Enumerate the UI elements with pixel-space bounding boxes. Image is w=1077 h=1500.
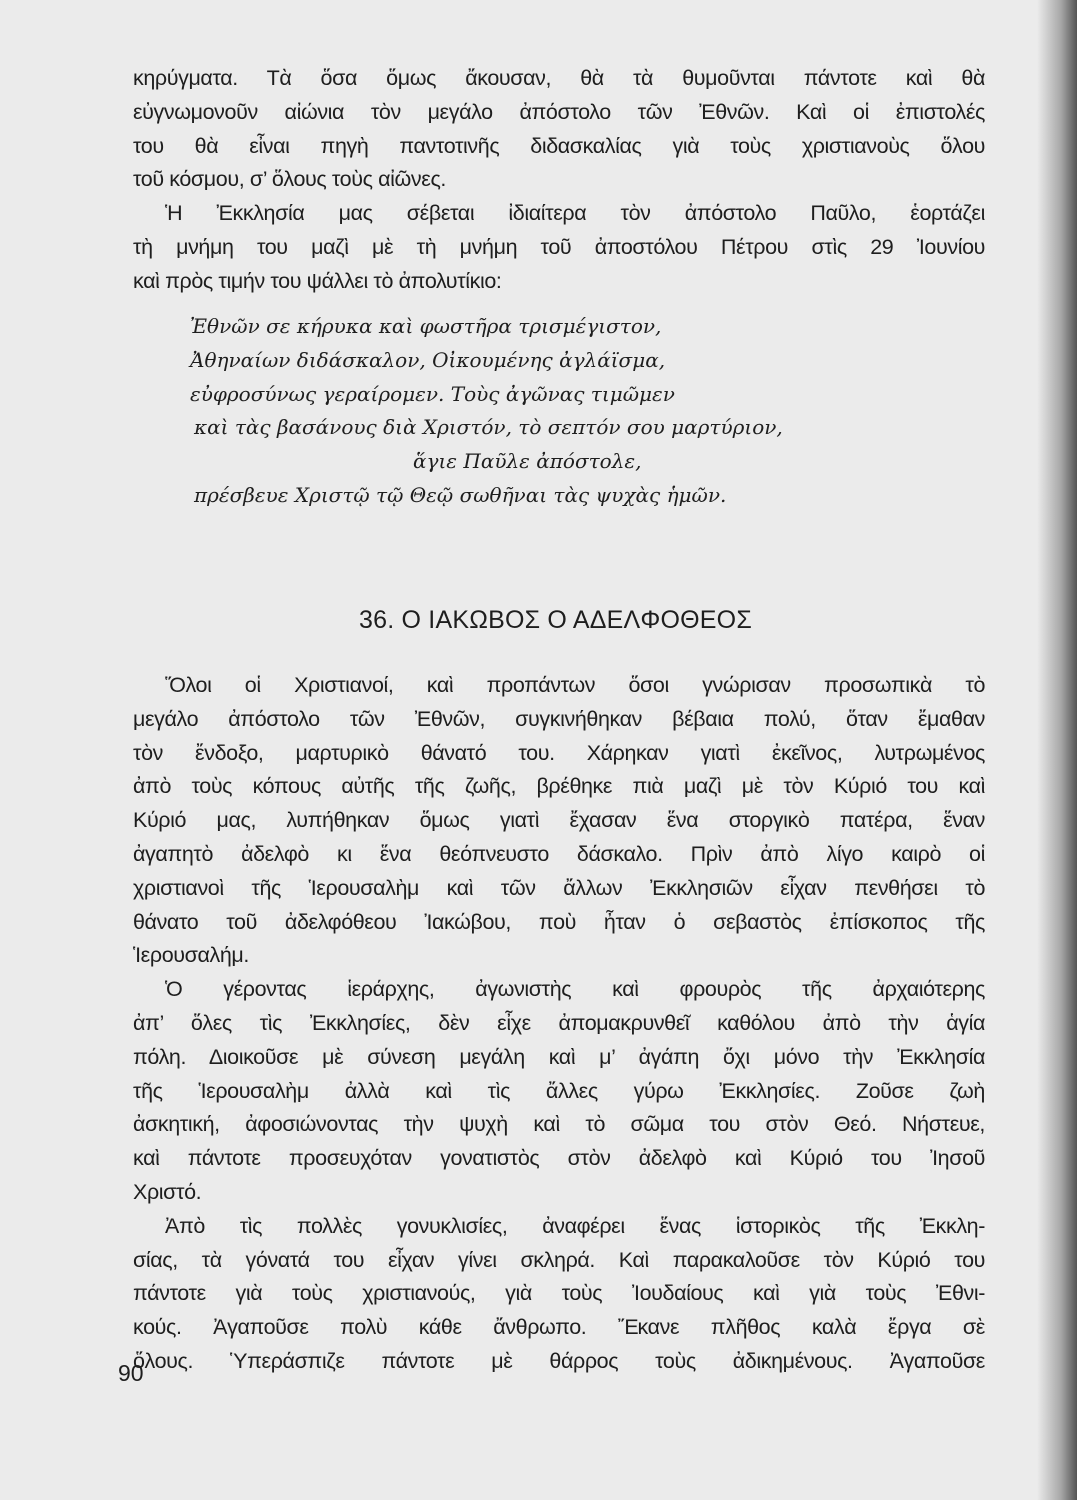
text-line: τοῦ κόσμου, σ’ ὅλους τοὺς αἰῶνες.	[133, 167, 446, 192]
paragraph	[133, 973, 985, 1210]
text-line: ἀγαπητὸ ἀδελφὸ κι ἕνα θεόπνευστο δάσκαλο. Πρὶν ἀπὸ λίγο καιρὸ οἱ	[133, 841, 985, 866]
text-line: ὅλους. Ὑπεράσπιζε πάντοτε μὲ θάρρος τοὺς ἀδικημένους. Ἀγαποῦσε	[133, 1348, 985, 1373]
text-line: Κύριό μας, λυπήθηκαν ὅμως γιατὶ ἔχασαν ἕνα στοργικὸ πατέρα, ἕναν	[133, 808, 985, 833]
text-line: Ὁ γέροντας ἱεράρχης, ἀγωνιστὴς καὶ φρουρὸς τῆς ἀρχαιότερης	[165, 977, 985, 1002]
hymn-line: καὶ τὰς βασάνους διὰ Χριστόν, τὸ σεπτόν σου μαρτύριον,	[194, 415, 783, 440]
text-line: κούς. Ἀγαποῦσε πολὺ κάθε ἄνθρωπο. Ἔκανε πλῆθος καλὰ ἔργα σὲ	[133, 1315, 985, 1340]
text-line: Ὅλοι οἱ Χριστιανοί, καὶ προπάντων ὅσοι γνώρισαν προσωπικὰ τὸ	[165, 673, 985, 697]
text-line: εὐγνωμονοῦν αἰώνια τὸν μεγάλο ἀπόστολο τῶν Ἐθνῶν. Καὶ οἱ ἐπιστολές	[133, 99, 985, 124]
paragraph	[133, 197, 985, 298]
hymn-line: Ἐθνῶν σε κήρυκα καὶ φωστῆρα τρισμέγιστον,	[190, 314, 662, 338]
text-line: καὶ πάντοτε προσευχόταν γονατιστὸς στὸν ἀδελφὸ καὶ Κύριό του Ἰησοῦ	[133, 1146, 985, 1171]
text-line: ἀπὸ τοὺς κόπους αὐτῆς τῆς ζωῆς, βρέθηκε πιὰ μαζὶ μὲ τὸν Κύριό του καὶ	[133, 774, 985, 799]
text-line: καὶ πρὸς τιμήν του ψάλλει τὸ ἀπολυτίκιο:	[133, 268, 502, 293]
text-line: πόλη. Διοικοῦσε μὲ σύνεση μεγάλη καὶ μ’ ἀγάπη ὄχι μόνο τὴν Ἐκκλησία	[133, 1044, 985, 1069]
paragraph	[133, 669, 985, 973]
hymn-line: εὐφροσύνως γεραίρομεν. Τοὺς ἀγῶνας τιμῶμεν	[190, 381, 675, 406]
text-line: κηρύγματα. Τὰ ὅσα ὅμως ἄκουσαν, θὰ τὰ θυμοῦνται πάντοτε καὶ θὰ	[133, 66, 985, 90]
top-text-block	[133, 62, 985, 299]
chapter-body	[133, 669, 985, 1379]
chapter-heading: 36. Ο ΙΑΚΩΒΟΣ Ο ΑΔΕΛΦΟΘΕΟΣ	[359, 606, 752, 634]
page-edge-shadow	[1037, 0, 1077, 1500]
text-line: Ἡ Ἐκκλησία μας σέβεται ἰδιαίτερα τὸν ἀπόστολο Παῦλο, ἑορτάζει	[165, 201, 985, 226]
text-line: μεγάλο ἀπόστολο τῶν Ἐθνῶν, συγκινήθηκαν βέβαια πολύ, ὅταν ἔμαθαν	[133, 706, 985, 731]
text-line: Ἀπὸ τὶς πολλὲς γονυκλισίες, ἀναφέρει ἕνας ἱστορικὸς τῆς Ἐκκλη-	[165, 1213, 985, 1238]
text-line: ἀσκητική, ἀφοσιώνοντας τὴν ψυχὴ καὶ τὸ σῶμα του στὸν Θεό. Νήστευε,	[133, 1112, 985, 1137]
text-line: σίας, τὰ γόνατά του εἶχαν γίνει σκληρά. Καὶ παρακαλοῦσε τὸν Κύριό του	[133, 1247, 985, 1272]
text-line: Ἱερουσαλήμ.	[133, 943, 249, 968]
text-line: πάντοτε γιὰ τοὺς χριστιανούς, γιὰ τοὺς Ἰουδαίους καὶ γιὰ τοὺς Ἐθνι-	[133, 1281, 985, 1306]
text-line: ἀπ’ ὅλες τὶς Ἐκκλησίες, δὲν εἶχε ἀπομακρυνθεῖ καθόλου ἀπὸ τὴν ἁγία	[133, 1010, 985, 1035]
paragraph	[133, 62, 985, 197]
text-line: Χριστό.	[133, 1179, 202, 1204]
hymn-line: ἅγιε Παῦλε ἀπόστολε,	[413, 449, 642, 474]
text-line: θάνατο τοῦ ἀδελφόθεου Ἰακώβου, ποὺ ἦταν ὁ σεβαστὸς ἐπίσκοπος τῆς	[133, 909, 985, 934]
apolytikion-hymn	[190, 310, 890, 513]
text-line: τῆς Ἱερουσαλὴμ ἀλλὰ καὶ τὶς ἄλλες γύρω Ἐκκλησίες. Ζοῦσε ζωὴ	[133, 1078, 985, 1103]
text-line: τὴ μνήμη του μαζὶ μὲ τὴ μνήμη τοῦ ἀποστόλου Πέτρου στὶς 29 Ἰουνίου	[133, 234, 985, 259]
text-line: τὸν ἔνδοξο, μαρτυρικὸ θάνατό του. Χάρηκαν γιατὶ ἐκεῖνος, λυτρωμένος	[133, 740, 985, 765]
text-line: χριστιανοὶ τῆς Ἱερουσαλὴμ καὶ τῶν ἄλλων Ἐκκλησιῶν εἶχαν πενθήσει τὸ	[133, 875, 985, 900]
page-number: 90	[118, 1360, 144, 1386]
paragraph	[133, 1210, 985, 1379]
text-line: του θὰ εἶναι πηγὴ παντοτινῆς διδασκαλίας γιὰ τοὺς χριστιανοὺς ὅλου	[133, 133, 985, 158]
hymn-line: πρέσβευε Χριστῷ τῷ Θεῷ σωθῆναι τὰς ψυχὰς ἡμῶν.	[194, 482, 727, 507]
hymn-line: Ἀθηναίων διδάσκαλον, Οἰκουμένης ἀγλάϊσμα,	[190, 347, 666, 372]
